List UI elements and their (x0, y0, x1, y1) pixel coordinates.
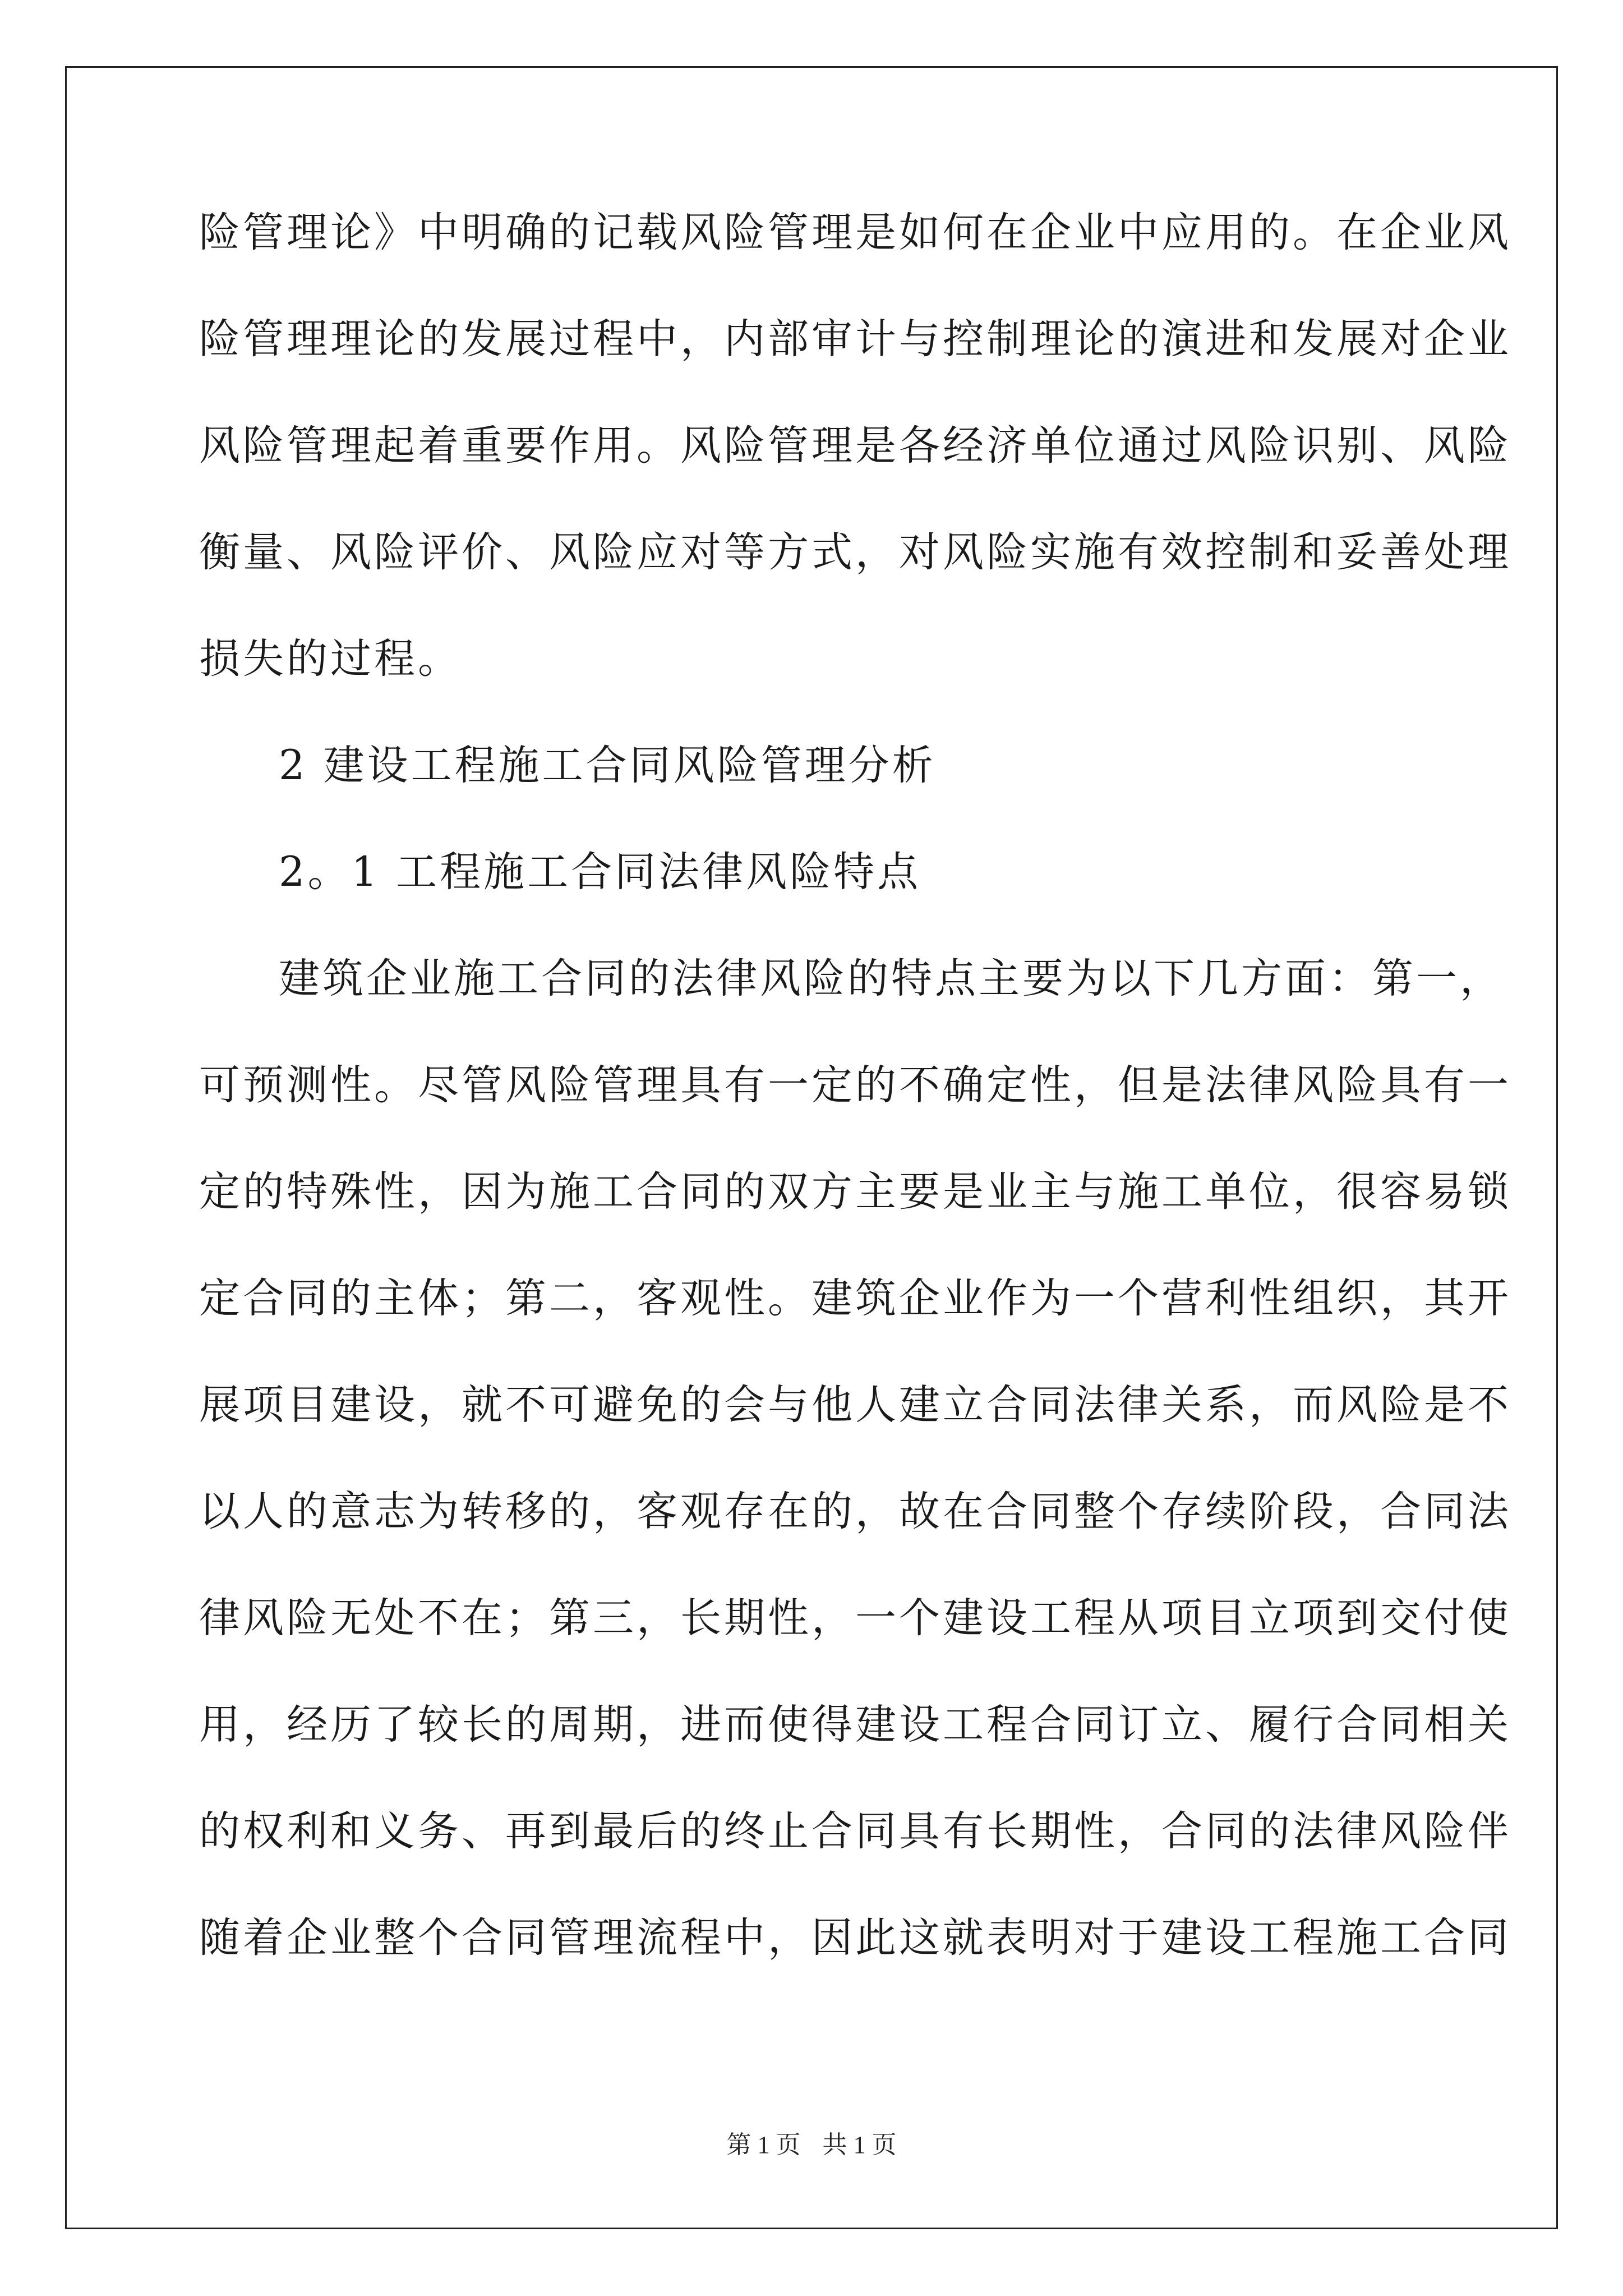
paragraph-line: 展项目建设，就不可避免的会与他人建立合同法律关系，而风险是不 (199, 1381, 1511, 1429)
subsection-heading: 2。1 工程施工合同法律风险特点 (279, 848, 921, 896)
page-border (65, 66, 1558, 2229)
page-footer (0, 2129, 1623, 2161)
page-total: 共 1 页 (822, 2131, 897, 2159)
paragraph-line: 定合同的主体；第二，客观性。建筑企业作为一个营利性组织，其开 (199, 1274, 1511, 1322)
section-heading: 2 建设工程施工合同风险管理分析 (279, 742, 936, 789)
paragraph-line: 险管理论》中明确的记载风险管理是如何在企业中应用的。在企业风 (199, 209, 1511, 256)
paragraph-line: 衡量、风险评价、风险应对等方式，对风险实施有效控制和妥善处理 (199, 528, 1511, 576)
paragraph-line: 损失的过程。 (199, 635, 462, 683)
paragraph-line: 随着企业整个合同管理流程中，因此这就表明对于建设工程施工合同 (199, 1914, 1511, 1962)
paragraph-line: 定的特殊性，因为施工合同的双方主要是业主与施工单位，很容易锁 (199, 1168, 1511, 1216)
page-number: 第 1 页 (726, 2131, 801, 2159)
paragraph-line: 以人的意志为转移的，客观存在的，故在合同整个存续阶段，合同法 (199, 1488, 1511, 1535)
paragraph-line: 险管理理论的发展过程中，内部审计与控制理论的演进和发展对企业 (199, 315, 1511, 363)
paragraph-line: 律风险无处不在；第三，长期性，一个建设工程从项目立项到交付使 (199, 1594, 1511, 1642)
paragraph-line: 的权利和义务、再到最后的终止合同具有长期性，合同的法律风险伴 (199, 1807, 1511, 1855)
paragraph-line: 用，经历了较长的周期，进而使得建设工程合同订立、履行合同相关 (199, 1701, 1511, 1749)
paragraph-line: 风险管理起着重要作用。风险管理是各经济单位通过风险识别、风险 (199, 422, 1511, 470)
paragraph-line: 可预测性。尽管风险管理具有一定的不确定性，但是法律风险具有一 (199, 1061, 1511, 1109)
paragraph-line: 建筑企业施工合同的法律风险的特点主要为以下几方面：第一， (279, 955, 1504, 1002)
